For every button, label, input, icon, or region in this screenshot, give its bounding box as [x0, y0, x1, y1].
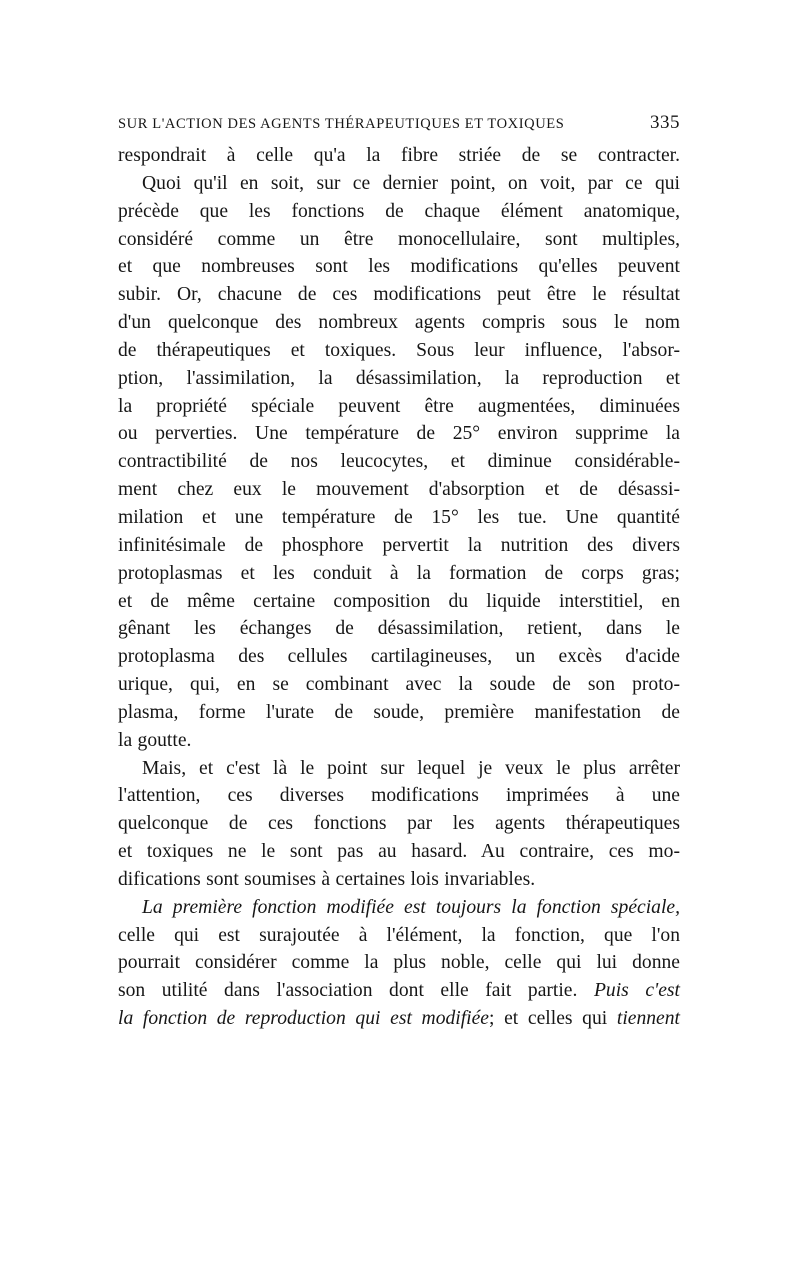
text-line: Mais, et c'est là le point sur lequel je veux le plus arrêter — [142, 757, 680, 779]
text-line: milation et une température de 15° les tue. Une quantité — [118, 506, 680, 528]
page-number: 335 — [650, 112, 680, 133]
text-line: infinitésimale de phosphore pervertit la nutrition des divers — [118, 534, 680, 556]
text-line: urique, qui, en se combinant avec la soude de son proto- — [118, 674, 680, 696]
text-segment: ; et celles qui — [489, 1008, 608, 1030]
text-line: ment chez eux le mouvement d'absorption et de désassi- — [118, 479, 680, 501]
text-line: ption, l'assimilation, la désassimilation, la reproduction et — [118, 367, 680, 389]
running-title: SUR L'ACTION DES AGENTS THÉRAPEUTIQUES ET TOXIQUES — [118, 116, 565, 132]
text-line-mixed — [118, 977, 680, 1005]
text-segment-italic: la fonction de reproduction qui est modifiée — [118, 1008, 490, 1030]
text-line: précède que les fonctions de chaque élément anatomique, — [118, 200, 680, 222]
text-segment-italic: Puis c'est — [593, 980, 680, 1002]
text-line: subir. Or, chacune de ces modifications peut être le résultat — [118, 284, 680, 306]
text-line: pourrait considérer comme la plus noble, celle qui lui donne — [118, 952, 680, 974]
text-segment-italic: tiennent — [616, 1008, 680, 1030]
text-line: ou perverties. Une température de 25° environ supprime la — [118, 423, 680, 445]
text-line: et de même certaine composition du liquide interstitiel, en — [118, 590, 680, 612]
text-line: celle qui est surajoutée à l'élément, la fonction, que l'on — [118, 924, 680, 946]
book-page — [118, 112, 680, 1033]
text-line-italic: La première fonction modifiée est toujours la fonction spéciale, — [142, 896, 680, 918]
running-header — [118, 112, 680, 142]
text-line: considéré comme un être monocellulaire, sont multiples, — [118, 228, 680, 250]
text-line: la propriété spéciale peuvent être augmentées, diminuées — [118, 395, 680, 417]
text-line: l'attention, ces diverses modifications imprimées à une — [118, 785, 680, 807]
text-line-mixed — [118, 1005, 680, 1033]
text-line: protoplasmas et les conduit à la formation de corps gras; — [118, 562, 680, 584]
text-line: protoplasma des cellules cartilagineuses, un excès d'acide — [118, 646, 680, 668]
text-segment: son utilité dans l'association dont elle fait partie. — [118, 980, 578, 1002]
text-line: d'un quelconque des nombreux agents compris sous le nom — [118, 312, 680, 334]
text-line: de thérapeutiques et toxiques. Sous leur influence, l'absor- — [118, 339, 680, 361]
text-line: Quoi qu'il en soit, sur ce dernier point, on voit, par ce qui — [142, 172, 680, 194]
text-line: respondrait à celle qu'a la fibre striée de se contracter. — [118, 145, 680, 166]
body-text — [118, 142, 680, 1033]
text-line: et que nombreuses sont les modifications qu'elles peuvent — [118, 256, 680, 278]
text-line: difications sont soumises à certaines lois invariables. — [118, 868, 536, 890]
text-line: et toxiques ne le sont pas au hasard. Au contraire, ces mo- — [118, 841, 680, 863]
text-line: contractibilité de nos leucocytes, et diminue considérable- — [118, 451, 680, 473]
text-line: la goutte. — [118, 729, 192, 751]
text-line: plasma, forme l'urate de soude, première manifestation de — [118, 701, 680, 723]
text-line: quelconque de ces fonctions par les agents thérapeutiques — [118, 813, 680, 835]
text-line: gênant les échanges de désassimilation, retient, dans le — [118, 618, 680, 640]
